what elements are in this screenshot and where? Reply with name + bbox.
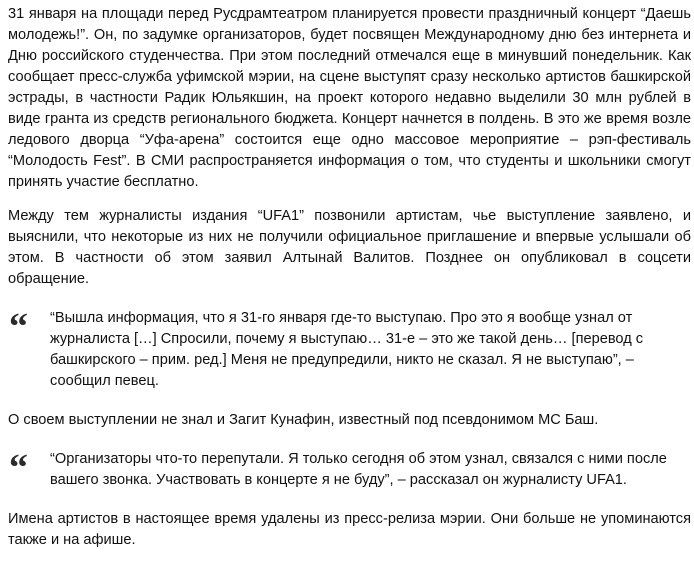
- blockquote-1: [8, 308, 691, 392]
- article-paragraph-3: О своем выступлении не знал и Загит Кунафин, известный под псевдонимом МС Баш.: [8, 412, 599, 428]
- article-paragraph-2: Между тем журналисты издания “UFA1” позвонили артистам, чье выступление заявлено, и выяснили, что некоторые из них не получили официальное приглашение и впервые услышали об этом. В частности об этом заявил Алтынай Валитов. Позднее он опубликовал в соцсети обращение.: [8, 208, 691, 287]
- blockquote-2: [8, 449, 691, 491]
- article-paragraph-1: 31 января на площади перед Русдрамтеатром планируется провести праздничный концерт “Даешь молодежь!”. Он, по задумке организаторов, будет посвящен Международному дню без интернета и Дню российского студенчества. При этом последний отмечался еще в минувший понедельник. Как сообщает пресс-служба уфимской мэрии, на сцене выступят сразу несколько артистов башкирской эстрады, в частности Радик Юльякшин, на проект которого недавно выделили 30 млн рублей в виде гранта из средств регионального бюджета. Концерт начнется в полдень. В это же время возле ледового дворца “Уфа-арена” состоится еще одно массовое мероприятие – рэп-фестиваль “Молодость Fest”. В СМИ распространяется информация о том, что студенты и школьники смогут принять участие бесплатно.: [8, 6, 691, 190]
- quote-mark-icon: “: [9, 306, 24, 348]
- blockquote-1-text: “Вышла информация, что я 31-го января где-то выступаю. Про это я вообще узнал от журналиста […] Спросили, почему я выступаю… 31-е – это же такой день… [перевод с башкирского – прим. ред.] Меня не предупредили, никто не сказал. Я не выступаю”, – сообщил певец.: [50, 310, 644, 389]
- article-paragraph-4: Имена артистов в настоящее время удалены из пресс-релиза мэрии. Они больше не упоминаются также и на афише.: [8, 511, 691, 548]
- quote-mark-icon: “: [9, 447, 24, 489]
- blockquote-2-text: “Организаторы что-то перепутали. Я только сегодня об этом узнал, связался с ними после вашего звонка. Участвовать в концерте я не буду”, – рассказал он журналисту UFA1.: [50, 451, 667, 488]
